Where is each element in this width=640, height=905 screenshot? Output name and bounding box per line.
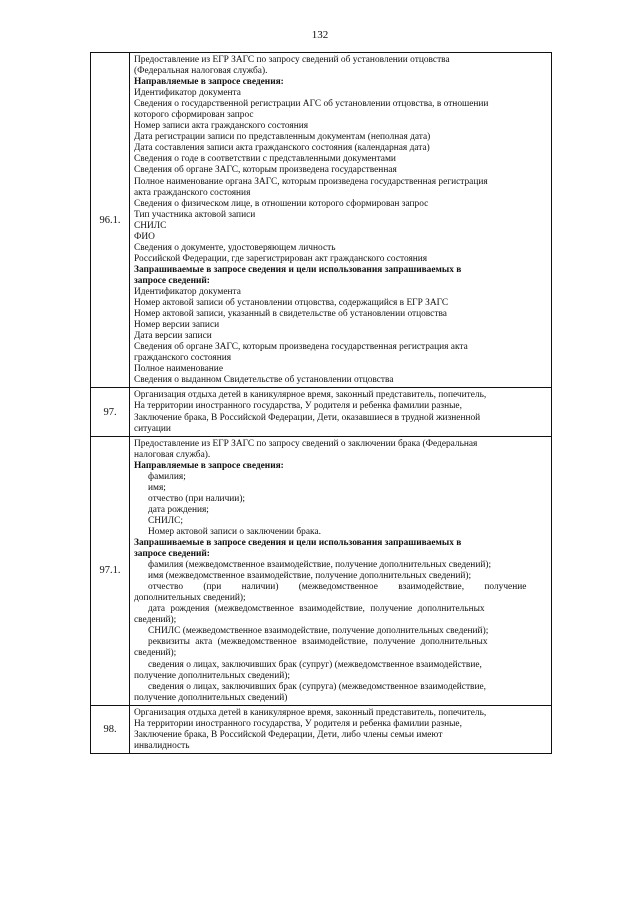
text-line: сведений); — [134, 648, 177, 659]
text-line: Номер актовой записи об установлении отцовства, содержащийся в ЕГР ЗАГС — [134, 298, 449, 309]
section-heading: запросе сведений: — [134, 549, 210, 560]
text-line: получение дополнительных сведений) — [134, 692, 288, 703]
text-line: Сведения о государственной регистрации АГС об установлении отцовства, в отношении — [134, 99, 489, 110]
text-line: дополнительных сведений); — [134, 593, 246, 604]
text-line: Номер актовой записи, указанный в свидетельстве об установлении отцовства — [134, 309, 447, 320]
text-line: Предоставление из ЕГР ЗАГС по запросу сведений об установлении отцовства — [134, 55, 450, 65]
text-line: Заключение брака, В Российской Федерации, Дети, либо члены семьи имеют — [134, 729, 443, 740]
table-row — [91, 388, 552, 436]
text-line: налоговая служба). — [134, 449, 211, 460]
text-line: Идентификатор документа — [134, 88, 241, 99]
row-number: 98. — [91, 705, 130, 753]
text-line: дата рождения (межведомственное взаимодействие, получение дополнительных — [148, 604, 485, 615]
text-line: Сведения о годе в соответствии с представленными документами — [134, 154, 396, 165]
text-line: имя; — [148, 482, 166, 493]
table-row — [91, 705, 552, 753]
text-line: ситуации — [134, 423, 171, 434]
text-line: СНИЛС — [134, 220, 167, 231]
text-line: Номер версии записи — [134, 320, 220, 331]
text-line: Дата регистрации записи по представленным документам (неполная дата) — [134, 132, 431, 143]
text-line: СНИЛС (межведомственное взаимодействие, получение дополнительных сведений); — [148, 626, 489, 637]
text-line: На территории иностранного государства, У родителя и ребенка фамилии разные, — [134, 401, 462, 412]
text-line: Организация отдыха детей в каникулярное время, законный представитель, попечитель, — [134, 707, 487, 718]
text-line: Заключение брака, В Российской Федерации, Дети, оказавшиеся в трудной жизненной — [134, 412, 481, 423]
text-line: инвалидность — [134, 740, 190, 751]
text-line: сведений); — [134, 615, 177, 626]
text-line: Номер актовой записи о заключении брака. — [148, 526, 321, 537]
row-content — [130, 436, 552, 705]
text-line: ФИО — [134, 231, 155, 242]
text-line: получение дополнительных сведений); — [134, 670, 290, 681]
text-line: дата рождения; — [148, 504, 209, 515]
text-line: отчество (при наличии) (межведомственное взаимодействие, получение — [148, 582, 527, 593]
text-line: гражданского состояния — [134, 353, 232, 364]
row-number: 97.1. — [91, 436, 130, 705]
text-line: На территории иностранного государства, У родителя и ребенка фамилии разные, — [134, 718, 462, 729]
text-line: фамилия (межведомственное взаимодействие, получение дополнительных сведений); — [148, 560, 492, 571]
page-number: 132 — [311, 29, 329, 41]
text-line: которого сформирован запрос — [134, 110, 254, 121]
text-line: Сведения об органе ЗАГС, которым произведена государственная регистрация акта — [134, 342, 468, 353]
text-line: Сведения о физическом лице, в отношении которого сформирован запрос — [134, 198, 429, 209]
row-content — [130, 53, 552, 388]
text-line: Сведения о выданном Свидетельстве об установлении отцовства — [134, 375, 394, 386]
text-line: Дата версии записи — [134, 331, 212, 342]
row-number: 97. — [91, 388, 130, 436]
text-line: Предоставление из ЕГР ЗАГС по запросу сведений о заключении брака (Федеральная — [134, 438, 478, 449]
section-heading: Запрашиваемые в запросе сведения и цели использования запрашиваемых в — [134, 264, 462, 275]
section-heading: Запрашиваемые в запросе сведения и цели использования запрашиваемых в — [134, 538, 462, 549]
text-line: сведения о лицах, заключивших брак (супруг) (межведомственное взаимодействие, — [148, 659, 482, 670]
table-row — [91, 53, 552, 388]
text-line: акта гражданского состояния — [134, 187, 251, 198]
row-content — [130, 705, 552, 753]
text-line: Номер записи акта гражданского состояния — [134, 121, 309, 132]
text-line: сведения о лицах, заключивших брак (супруга) (межведомственное взаимодействие, — [148, 681, 487, 692]
section-heading: Направляемые в запросе сведения: — [134, 460, 284, 471]
text-line: фамилия; — [148, 471, 186, 482]
services-table — [90, 52, 552, 754]
text-line: Дата составления записи акта гражданского состояния (календарная дата) — [134, 143, 430, 154]
text-line: (Федеральная налоговая служба). — [134, 66, 268, 77]
text-line: Сведения об органе ЗАГС, которым произведена государственная — [134, 165, 397, 176]
text-line: Сведения о документе, удостоверяющем личность — [134, 242, 336, 253]
text-line: реквизиты акта (межведомственное взаимодействие, получение дополнительных — [148, 637, 488, 648]
text-line: Полное наименование органа ЗАГС, которым произведена государственная регистрация — [134, 176, 488, 187]
row-number: 96.1. — [91, 53, 130, 388]
text-line: Тип участника актовой записи — [134, 209, 256, 220]
text-line: Полное наименование — [134, 364, 223, 375]
row-content — [130, 388, 552, 436]
text-line: Российской Федерации, где зарегистрирован акт гражданского состояния — [134, 253, 428, 264]
text-line: имя (межведомственное взаимодействие, получение дополнительных сведений); — [148, 571, 472, 582]
text-line: Идентификатор документа — [134, 286, 241, 297]
text-line: СНИЛС; — [148, 515, 184, 526]
text-line: Организация отдыха детей в каникулярное время, законный представитель, попечитель, — [134, 390, 487, 401]
table-row — [91, 436, 552, 705]
section-heading: запросе сведений: — [134, 275, 210, 286]
text-line: отчество (при наличии); — [148, 493, 246, 504]
section-heading: Направляемые в запросе сведения: — [134, 77, 284, 88]
